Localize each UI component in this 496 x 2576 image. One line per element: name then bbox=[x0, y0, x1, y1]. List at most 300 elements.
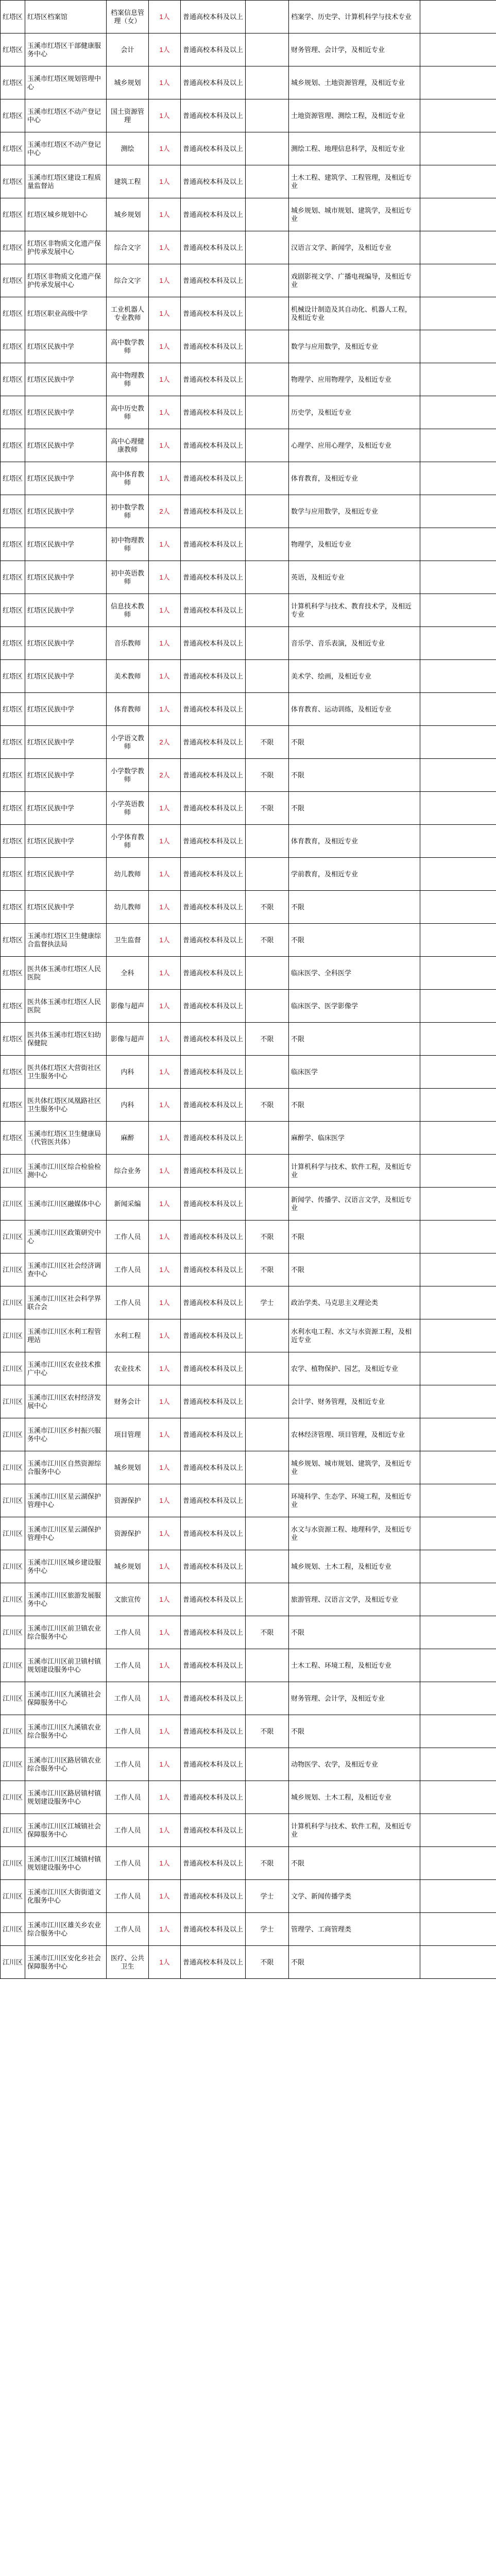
table-row bbox=[1, 1089, 496, 1122]
district-cell: 红塔区 bbox=[1, 99, 25, 132]
count-cell: 1人 bbox=[149, 1484, 181, 1517]
unit-cell: 红塔区民族中学 bbox=[25, 858, 107, 891]
major-cell: 计算机科学与技术、软件工程，及相近专业 bbox=[289, 1814, 420, 1847]
post-cell: 档案信息管理（女） bbox=[107, 1, 149, 33]
table-row bbox=[1, 396, 496, 429]
education-cell: 普通高校本科及以上 bbox=[181, 858, 246, 891]
other-requirements-cell bbox=[420, 957, 496, 990]
other-requirements-cell bbox=[420, 1451, 496, 1484]
district-cell: 红塔区 bbox=[1, 1, 25, 33]
education-cell: 普通高校本科及以上 bbox=[181, 1023, 246, 1056]
post-cell: 高中数学教师 bbox=[107, 330, 149, 363]
district-cell: 江川区 bbox=[1, 1715, 25, 1748]
count-cell: 1人 bbox=[149, 1253, 181, 1286]
other-requirements-cell bbox=[420, 1221, 496, 1253]
unit-cell: 玉溪市江川区安化乡社会保障服务中心 bbox=[25, 1946, 107, 1979]
major-cell: 麻醉学、临床医学 bbox=[289, 1122, 420, 1155]
unit-cell: 红塔区民族中学 bbox=[25, 363, 107, 396]
post-cell: 会计 bbox=[107, 33, 149, 66]
other-requirements-cell bbox=[420, 759, 496, 792]
count-cell: 1人 bbox=[149, 891, 181, 924]
district-cell: 红塔区 bbox=[1, 462, 25, 495]
major-cell: 城乡规划、土木工程，及相近专业 bbox=[289, 1781, 420, 1814]
other-requirements-cell bbox=[420, 1122, 496, 1155]
other-requirements-cell bbox=[420, 1847, 496, 1880]
post-cell: 工作人员 bbox=[107, 1682, 149, 1715]
post-cell: 小学语文教师 bbox=[107, 726, 149, 759]
district-cell: 红塔区 bbox=[1, 363, 25, 396]
post-cell: 影像与超声 bbox=[107, 990, 149, 1023]
table-row bbox=[1, 990, 496, 1023]
district-cell: 江川区 bbox=[1, 1649, 25, 1682]
major-cell: 不限 bbox=[289, 1089, 420, 1122]
other-requirements-cell bbox=[420, 1517, 496, 1550]
count-cell: 1人 bbox=[149, 561, 181, 594]
other-requirements-cell bbox=[420, 561, 496, 594]
other-requirements-cell bbox=[420, 1682, 496, 1715]
degree-cell bbox=[246, 858, 289, 891]
post-cell: 高中物理教师 bbox=[107, 363, 149, 396]
degree-cell: 不限 bbox=[246, 924, 289, 957]
count-cell: 1人 bbox=[149, 858, 181, 891]
major-cell: 不限 bbox=[289, 1023, 420, 1056]
district-cell: 江川区 bbox=[1, 1286, 25, 1319]
count-cell: 2人 bbox=[149, 495, 181, 528]
unit-cell: 红塔区城乡规划中心 bbox=[25, 198, 107, 231]
degree-cell bbox=[246, 165, 289, 198]
other-requirements-cell bbox=[420, 990, 496, 1023]
post-cell: 国土资源管理 bbox=[107, 99, 149, 132]
major-cell: 不限 bbox=[289, 1847, 420, 1880]
district-cell: 江川区 bbox=[1, 1517, 25, 1550]
count-cell: 1人 bbox=[149, 1616, 181, 1649]
table-row bbox=[1, 1946, 496, 1979]
education-cell: 普通高校本科及以上 bbox=[181, 891, 246, 924]
table-row bbox=[1, 1880, 496, 1913]
count-cell: 1人 bbox=[149, 330, 181, 363]
district-cell: 红塔区 bbox=[1, 264, 25, 297]
count-cell: 1人 bbox=[149, 198, 181, 231]
degree-cell bbox=[246, 1583, 289, 1616]
unit-cell: 玉溪市江川区大街街道文化服务中心 bbox=[25, 1880, 107, 1913]
major-cell: 城乡规划、城市规划、建筑学，及相近专业 bbox=[289, 1451, 420, 1484]
count-cell: 1人 bbox=[149, 1023, 181, 1056]
table-row bbox=[1, 726, 496, 759]
post-cell: 高中心理健康教师 bbox=[107, 429, 149, 462]
district-cell: 江川区 bbox=[1, 1847, 25, 1880]
other-requirements-cell bbox=[420, 1286, 496, 1319]
degree-cell: 不限 bbox=[246, 1946, 289, 1979]
district-cell: 红塔区 bbox=[1, 66, 25, 99]
table-row bbox=[1, 66, 496, 99]
other-requirements-cell bbox=[420, 1, 496, 33]
education-cell: 普通高校本科及以上 bbox=[181, 1814, 246, 1847]
degree-cell: 不限 bbox=[246, 1715, 289, 1748]
table-row bbox=[1, 330, 496, 363]
unit-cell: 玉溪市红塔区规划管理中心 bbox=[25, 66, 107, 99]
unit-cell: 玉溪市江川区自然资源综合服务中心 bbox=[25, 1451, 107, 1484]
major-cell: 汉语言文学、新闻学，及相近专业 bbox=[289, 231, 420, 264]
unit-cell: 玉溪市红塔区干部健康服务中心 bbox=[25, 33, 107, 66]
table-row bbox=[1, 858, 496, 891]
education-cell: 普通高校本科及以上 bbox=[181, 1418, 246, 1451]
unit-cell: 红塔区非物质文化遗产保护传承发展中心 bbox=[25, 264, 107, 297]
other-requirements-cell bbox=[420, 198, 496, 231]
degree-cell bbox=[246, 462, 289, 495]
table-row bbox=[1, 1682, 496, 1715]
major-cell: 环境科学、生态学、环境工程，及相近专业 bbox=[289, 1484, 420, 1517]
other-requirements-cell bbox=[420, 1616, 496, 1649]
major-cell: 学前教育，及相近专业 bbox=[289, 858, 420, 891]
table-row bbox=[1, 1155, 496, 1188]
education-cell: 普通高校本科及以上 bbox=[181, 1056, 246, 1089]
post-cell: 城乡规划 bbox=[107, 66, 149, 99]
education-cell: 普通高校本科及以上 bbox=[181, 363, 246, 396]
major-cell: 临床医学、医学影像学 bbox=[289, 990, 420, 1023]
education-cell: 普通高校本科及以上 bbox=[181, 693, 246, 726]
major-cell: 临床医学 bbox=[289, 1056, 420, 1089]
degree-cell bbox=[246, 1188, 289, 1221]
degree-cell bbox=[246, 693, 289, 726]
post-cell: 小学体育教师 bbox=[107, 825, 149, 858]
unit-cell: 医共体玉溪市红塔区人民医院 bbox=[25, 957, 107, 990]
post-cell: 初中物理教师 bbox=[107, 528, 149, 561]
table-row bbox=[1, 1286, 496, 1319]
other-requirements-cell bbox=[420, 1155, 496, 1188]
education-cell: 普通高校本科及以上 bbox=[181, 594, 246, 627]
post-cell: 内科 bbox=[107, 1089, 149, 1122]
post-cell: 幼儿教师 bbox=[107, 891, 149, 924]
table-row bbox=[1, 231, 496, 264]
major-cell: 财务管理、会计学，及相近专业 bbox=[289, 1682, 420, 1715]
major-cell: 不限 bbox=[289, 1715, 420, 1748]
education-cell: 普通高校本科及以上 bbox=[181, 1649, 246, 1682]
post-cell: 资源保护 bbox=[107, 1517, 149, 1550]
table-row bbox=[1, 1484, 496, 1517]
degree-cell bbox=[246, 1, 289, 33]
major-cell: 文学、新闻传播学类 bbox=[289, 1880, 420, 1913]
major-cell: 财务管理、会计学，及相近专业 bbox=[289, 33, 420, 66]
post-cell: 综合文字 bbox=[107, 231, 149, 264]
education-cell: 普通高校本科及以上 bbox=[181, 660, 246, 693]
education-cell: 普通高校本科及以上 bbox=[181, 792, 246, 825]
district-cell: 红塔区 bbox=[1, 231, 25, 264]
count-cell: 1人 bbox=[149, 231, 181, 264]
major-cell: 城乡规划、城市规划、建筑学，及相近专业 bbox=[289, 198, 420, 231]
district-cell: 红塔区 bbox=[1, 924, 25, 957]
post-cell: 麻醉 bbox=[107, 1122, 149, 1155]
district-cell: 江川区 bbox=[1, 1682, 25, 1715]
education-cell: 普通高校本科及以上 bbox=[181, 396, 246, 429]
unit-cell: 医共体红塔区凤凰路社区卫生服务中心 bbox=[25, 1089, 107, 1122]
unit-cell: 玉溪市江川区江城镇社会保障服务中心 bbox=[25, 1814, 107, 1847]
other-requirements-cell bbox=[420, 363, 496, 396]
degree-cell bbox=[246, 1517, 289, 1550]
post-cell: 工业机器人专业教师 bbox=[107, 297, 149, 330]
district-cell: 红塔区 bbox=[1, 627, 25, 660]
education-cell: 普通高校本科及以上 bbox=[181, 165, 246, 198]
degree-cell bbox=[246, 198, 289, 231]
education-cell: 普通高校本科及以上 bbox=[181, 297, 246, 330]
table-row bbox=[1, 1517, 496, 1550]
table-row bbox=[1, 891, 496, 924]
unit-cell: 红塔区民族中学 bbox=[25, 594, 107, 627]
major-cell: 动物医学、农学，及相近专业 bbox=[289, 1748, 420, 1781]
unit-cell: 玉溪市江川区星云湖保护管理中心 bbox=[25, 1517, 107, 1550]
education-cell: 普通高校本科及以上 bbox=[181, 99, 246, 132]
count-cell: 1人 bbox=[149, 99, 181, 132]
education-cell: 普通高校本科及以上 bbox=[181, 726, 246, 759]
unit-cell: 红塔区非物质文化遗产保护传承发展中心 bbox=[25, 231, 107, 264]
count-cell: 1人 bbox=[149, 1913, 181, 1946]
table-row bbox=[1, 429, 496, 462]
degree-cell bbox=[246, 99, 289, 132]
count-cell: 1人 bbox=[149, 957, 181, 990]
table-row bbox=[1, 528, 496, 561]
major-cell: 管理学、工商管理类 bbox=[289, 1913, 420, 1946]
post-cell: 城乡规划 bbox=[107, 198, 149, 231]
unit-cell: 玉溪市江川区九溪镇社会保障服务中心 bbox=[25, 1682, 107, 1715]
other-requirements-cell bbox=[420, 1748, 496, 1781]
count-cell: 1人 bbox=[149, 396, 181, 429]
degree-cell bbox=[246, 1451, 289, 1484]
district-cell: 红塔区 bbox=[1, 1089, 25, 1122]
degree-cell bbox=[246, 627, 289, 660]
post-cell: 全科 bbox=[107, 957, 149, 990]
count-cell: 1人 bbox=[149, 594, 181, 627]
table-row bbox=[1, 264, 496, 297]
unit-cell: 红塔区民族中学 bbox=[25, 759, 107, 792]
degree-cell bbox=[246, 1056, 289, 1089]
unit-cell: 玉溪市江川区九溪镇农业综合服务中心 bbox=[25, 1715, 107, 1748]
table-row bbox=[1, 825, 496, 858]
other-requirements-cell bbox=[420, 1188, 496, 1221]
post-cell: 工作人员 bbox=[107, 1847, 149, 1880]
table-body bbox=[1, 1, 496, 1979]
education-cell: 普通高校本科及以上 bbox=[181, 1221, 246, 1253]
other-requirements-cell bbox=[420, 1089, 496, 1122]
other-requirements-cell bbox=[420, 1385, 496, 1418]
other-requirements-cell bbox=[420, 33, 496, 66]
table-row bbox=[1, 693, 496, 726]
table-row bbox=[1, 1188, 496, 1221]
degree-cell bbox=[246, 561, 289, 594]
education-cell: 普通高校本科及以上 bbox=[181, 66, 246, 99]
table-row bbox=[1, 759, 496, 792]
other-requirements-cell bbox=[420, 1056, 496, 1089]
count-cell: 1人 bbox=[149, 1583, 181, 1616]
table-row bbox=[1, 792, 496, 825]
count-cell: 1人 bbox=[149, 924, 181, 957]
degree-cell: 不限 bbox=[246, 1253, 289, 1286]
major-cell: 不限 bbox=[289, 726, 420, 759]
major-cell: 新闻学、传播学、汉语言文学，及相近专业 bbox=[289, 1188, 420, 1221]
district-cell: 红塔区 bbox=[1, 330, 25, 363]
education-cell: 普通高校本科及以上 bbox=[181, 462, 246, 495]
degree-cell: 不限 bbox=[246, 759, 289, 792]
education-cell: 普通高校本科及以上 bbox=[181, 231, 246, 264]
table-row bbox=[1, 561, 496, 594]
table-row bbox=[1, 1385, 496, 1418]
post-cell: 城乡规划 bbox=[107, 1451, 149, 1484]
table-row bbox=[1, 1221, 496, 1253]
major-cell: 计算机科学与技术、教育技术学，及相近专业 bbox=[289, 594, 420, 627]
district-cell: 红塔区 bbox=[1, 561, 25, 594]
education-cell: 普通高校本科及以上 bbox=[181, 264, 246, 297]
major-cell: 不限 bbox=[289, 1253, 420, 1286]
education-cell: 普通高校本科及以上 bbox=[181, 1748, 246, 1781]
other-requirements-cell bbox=[420, 1649, 496, 1682]
unit-cell: 玉溪市江川区旅游发展服务中心 bbox=[25, 1583, 107, 1616]
degree-cell bbox=[246, 264, 289, 297]
degree-cell: 不限 bbox=[246, 726, 289, 759]
unit-cell: 玉溪市江川区融媒体中心 bbox=[25, 1188, 107, 1221]
major-cell: 临床医学、全科医学 bbox=[289, 957, 420, 990]
major-cell: 不限 bbox=[289, 891, 420, 924]
major-cell: 心理学、应用心理学，及相近专业 bbox=[289, 429, 420, 462]
table-row bbox=[1, 1352, 496, 1385]
other-requirements-cell bbox=[420, 627, 496, 660]
unit-cell: 医共体红塔区大营街社区卫生服务中心 bbox=[25, 1056, 107, 1089]
district-cell: 红塔区 bbox=[1, 1122, 25, 1155]
district-cell: 红塔区 bbox=[1, 1023, 25, 1056]
major-cell: 政治学类、马克思主义理论类 bbox=[289, 1286, 420, 1319]
post-cell: 初中英语教师 bbox=[107, 561, 149, 594]
post-cell: 工作人员 bbox=[107, 1880, 149, 1913]
major-cell: 水利水电工程、水文与水资源工程，及相近专业 bbox=[289, 1319, 420, 1352]
district-cell: 红塔区 bbox=[1, 429, 25, 462]
degree-cell bbox=[246, 396, 289, 429]
count-cell: 1人 bbox=[149, 66, 181, 99]
unit-cell: 红塔区民族中学 bbox=[25, 891, 107, 924]
district-cell: 江川区 bbox=[1, 1418, 25, 1451]
education-cell: 普通高校本科及以上 bbox=[181, 1517, 246, 1550]
district-cell: 红塔区 bbox=[1, 396, 25, 429]
post-cell: 内科 bbox=[107, 1056, 149, 1089]
count-cell: 1人 bbox=[149, 1418, 181, 1451]
education-cell: 普通高校本科及以上 bbox=[181, 1451, 246, 1484]
other-requirements-cell bbox=[420, 1913, 496, 1946]
unit-cell: 玉溪市红塔区卫生健康综合监督执法局 bbox=[25, 924, 107, 957]
other-requirements-cell bbox=[420, 429, 496, 462]
education-cell: 普通高校本科及以上 bbox=[181, 627, 246, 660]
unit-cell: 红塔区民族中学 bbox=[25, 495, 107, 528]
post-cell: 工作人员 bbox=[107, 1913, 149, 1946]
count-cell: 1人 bbox=[149, 33, 181, 66]
table-row bbox=[1, 495, 496, 528]
table-row bbox=[1, 1253, 496, 1286]
degree-cell bbox=[246, 957, 289, 990]
count-cell: 1人 bbox=[149, 132, 181, 165]
post-cell: 工作人员 bbox=[107, 1616, 149, 1649]
major-cell: 会计学、财务管理，及相近专业 bbox=[289, 1385, 420, 1418]
unit-cell: 红塔区档案馆 bbox=[25, 1, 107, 33]
table-row bbox=[1, 1, 496, 33]
other-requirements-cell bbox=[420, 1484, 496, 1517]
education-cell: 普通高校本科及以上 bbox=[181, 495, 246, 528]
post-cell: 资源保护 bbox=[107, 1484, 149, 1517]
post-cell: 幼儿教师 bbox=[107, 858, 149, 891]
other-requirements-cell bbox=[420, 231, 496, 264]
unit-cell: 玉溪市红塔区建设工程质量监督站 bbox=[25, 165, 107, 198]
district-cell: 红塔区 bbox=[1, 297, 25, 330]
degree-cell bbox=[246, 990, 289, 1023]
district-cell: 江川区 bbox=[1, 1221, 25, 1253]
other-requirements-cell bbox=[420, 924, 496, 957]
count-cell: 1人 bbox=[149, 1550, 181, 1583]
post-cell: 农业技术 bbox=[107, 1352, 149, 1385]
count-cell: 1人 bbox=[149, 297, 181, 330]
major-cell: 数学与应用数学，及相近专业 bbox=[289, 330, 420, 363]
district-cell: 红塔区 bbox=[1, 759, 25, 792]
major-cell: 不限 bbox=[289, 1616, 420, 1649]
degree-cell bbox=[246, 1484, 289, 1517]
degree-cell bbox=[246, 33, 289, 66]
count-cell: 1人 bbox=[149, 1188, 181, 1221]
count-cell: 1人 bbox=[149, 693, 181, 726]
other-requirements-cell bbox=[420, 165, 496, 198]
count-cell: 1人 bbox=[149, 1056, 181, 1089]
district-cell: 红塔区 bbox=[1, 693, 25, 726]
degree-cell bbox=[246, 495, 289, 528]
major-cell: 机械设计制造及其自动化、机器人工程，及相近专业 bbox=[289, 297, 420, 330]
degree-cell: 不限 bbox=[246, 792, 289, 825]
count-cell: 1人 bbox=[149, 792, 181, 825]
table-row bbox=[1, 132, 496, 165]
major-cell: 美术学、绘画，及相近专业 bbox=[289, 660, 420, 693]
degree-cell bbox=[246, 1352, 289, 1385]
unit-cell: 玉溪市红塔区卫生健康局（代管医共体） bbox=[25, 1122, 107, 1155]
unit-cell: 玉溪市江川区前卫镇农业综合服务中心 bbox=[25, 1616, 107, 1649]
table-row bbox=[1, 660, 496, 693]
other-requirements-cell bbox=[420, 1814, 496, 1847]
unit-cell: 玉溪市江川区乡村振兴服务中心 bbox=[25, 1418, 107, 1451]
district-cell: 江川区 bbox=[1, 1484, 25, 1517]
unit-cell: 玉溪市江川区社会科学界联合会 bbox=[25, 1286, 107, 1319]
count-cell: 1人 bbox=[149, 528, 181, 561]
table-row bbox=[1, 1023, 496, 1056]
count-cell: 1人 bbox=[149, 1946, 181, 1979]
major-cell: 数学与应用数学，及相近专业 bbox=[289, 495, 420, 528]
table-row bbox=[1, 198, 496, 231]
other-requirements-cell bbox=[420, 660, 496, 693]
district-cell: 红塔区 bbox=[1, 726, 25, 759]
education-cell: 普通高校本科及以上 bbox=[181, 1286, 246, 1319]
unit-cell: 玉溪市红塔区不动产登记中心 bbox=[25, 99, 107, 132]
other-requirements-cell bbox=[420, 132, 496, 165]
degree-cell bbox=[246, 528, 289, 561]
education-cell: 普通高校本科及以上 bbox=[181, 1188, 246, 1221]
post-cell: 水利工程 bbox=[107, 1319, 149, 1352]
district-cell: 红塔区 bbox=[1, 660, 25, 693]
count-cell: 1人 bbox=[149, 1286, 181, 1319]
other-requirements-cell bbox=[420, 528, 496, 561]
education-cell: 普通高校本科及以上 bbox=[181, 1847, 246, 1880]
post-cell: 工作人员 bbox=[107, 1781, 149, 1814]
count-cell: 1人 bbox=[149, 363, 181, 396]
other-requirements-cell bbox=[420, 297, 496, 330]
district-cell: 江川区 bbox=[1, 1253, 25, 1286]
major-cell: 体育教育，及相近专业 bbox=[289, 825, 420, 858]
district-cell: 江川区 bbox=[1, 1616, 25, 1649]
count-cell: 1人 bbox=[149, 990, 181, 1023]
education-cell: 普通高校本科及以上 bbox=[181, 33, 246, 66]
unit-cell: 玉溪市江川区江城镇村镇规划建设服务中心 bbox=[25, 1847, 107, 1880]
count-cell: 1人 bbox=[149, 627, 181, 660]
degree-cell bbox=[246, 1814, 289, 1847]
table-row bbox=[1, 462, 496, 495]
table-row bbox=[1, 627, 496, 660]
